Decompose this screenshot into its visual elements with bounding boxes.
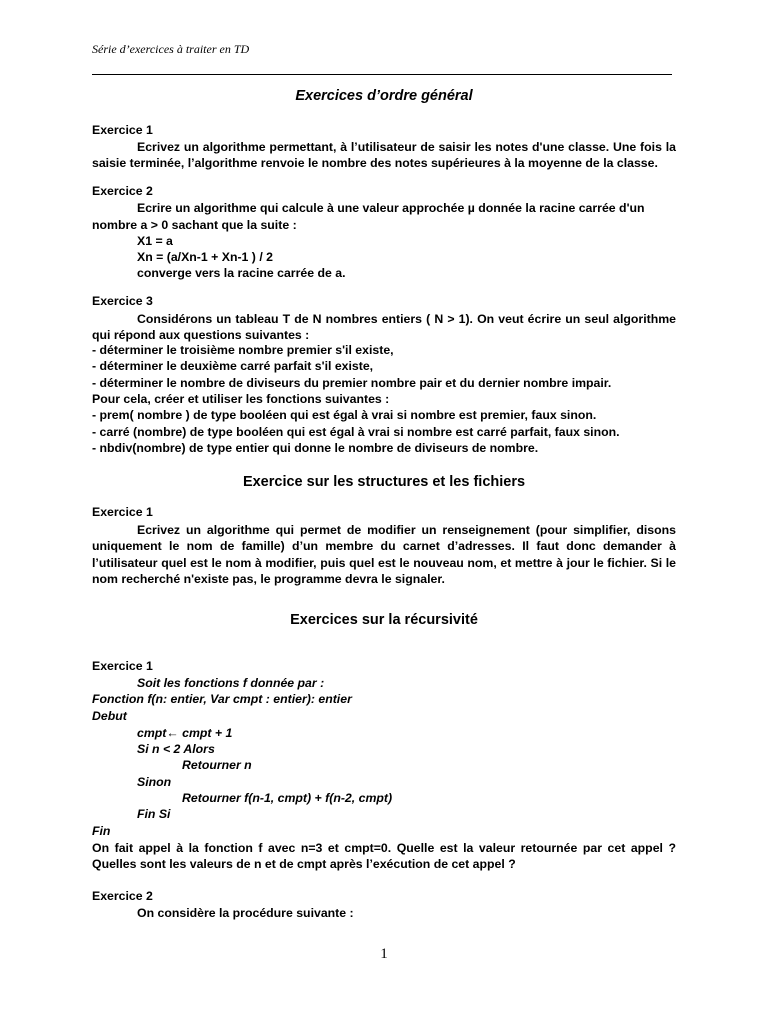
section-title-general: Exercices d’ordre général <box>295 88 473 104</box>
list-item: - nbdiv(nombre) de type entier qui donne le nombre de diviseurs de nombre. <box>92 441 539 455</box>
exercise-text <box>92 522 676 587</box>
exercise-title: Exercice 1 <box>92 123 153 137</box>
code-token: cmpt + 1 <box>178 726 233 740</box>
assignment-arrow-icon: ← <box>166 726 179 740</box>
list-item: - déterminer le deuxième carré parfait s'il existe, <box>92 359 374 373</box>
list-item: - déterminer le nombre de diviseurs du premier nombre pair et du dernier nombre impair. <box>92 376 612 390</box>
code-line: Fin Si <box>137 807 171 821</box>
code-line: Debut <box>92 709 127 723</box>
running-header: Série d’exercices à traiter en TD <box>92 42 250 56</box>
exercise-question: On fait appel à la fonction f avec n=3 et cmpt=0. Quelle est la valeur retournée par cet appel ? Quelles sont les valeurs de n et de cmpt après l’exécution de cet appel ? <box>92 841 676 872</box>
exercise-title: Exercice 2 <box>92 889 153 903</box>
header-rule <box>92 74 672 75</box>
code-line: Soit les fonctions f donnée par : <box>137 676 325 690</box>
code-line: Fonction f(n: entier, Var cmpt : entier): entier <box>92 692 352 706</box>
exercise-title: Exercice 3 <box>92 294 153 308</box>
exercise-text <box>92 139 676 172</box>
code-line: Fin <box>92 824 111 838</box>
exercise-text-line: Ecrire un algorithme qui calcule à une valeur approchée µ donnée la racine carrée d'un <box>137 201 645 215</box>
list-item: - déterminer le troisième nombre premier s'il existe, <box>92 343 394 357</box>
code-token: cmpt <box>137 726 167 740</box>
exercise-text <box>92 311 676 344</box>
list-item: - carré (nombre) de type booléen qui est égal à vrai si nombre est carré parfait, faux sinon. <box>92 425 620 439</box>
list-item: - prem( nombre ) de type booléen qui est égal à vrai si nombre est premier, faux sinon. <box>92 408 597 422</box>
exercise-text-line: On considère la procédure suivante : <box>137 906 354 920</box>
exercise-title: Exercice 1 <box>92 659 153 673</box>
structures-exercise-body: Ecrivez un algorithme qui permet de modifier un renseignement (pour simplifier, disons uniquement le nom de famille) d’un membre du carnet d’adresses. Il faut donc demander à l’utilisateur quel est le nom à modifier, puis quel est le nouveau nom, et mettre à jour le fichier. Si le nom recherché n'existe pas, le programme devra le signaler. <box>92 523 676 586</box>
section-title-structures: Exercice sur les structures et les fichiers <box>242 474 526 490</box>
list-item: Pour cela, créer et utiliser les fonctions suivantes : <box>92 392 390 406</box>
code-line: Retourner f(n-1, cmpt) + f(n-2, cmpt) <box>182 791 393 805</box>
code-line: Sinon <box>137 775 172 789</box>
exercise-3-intro: Considérons un tableau T de N nombres entiers ( N > 1). On veut écrire un seul algorithme qui répond aux questions suivantes : <box>92 312 676 343</box>
section-title-recursion: Exercices sur la récursivité <box>290 612 478 628</box>
exercise-title: Exercice 2 <box>92 184 153 198</box>
code-line <box>137 726 232 740</box>
code-line: Si n < 2 Alors <box>137 742 215 756</box>
exercise-text-line: nombre a > 0 sachant que la suite : <box>92 218 297 232</box>
page-number: 1 <box>380 946 388 962</box>
formula-line: Xn = (a/Xn-1 + Xn-1 ) / 2 <box>137 250 273 264</box>
code-line: Retourner n <box>182 758 252 772</box>
formula-line: X1 = a <box>137 234 173 248</box>
exercise-title: Exercice 1 <box>92 505 153 519</box>
exercise-1-body: Ecrivez un algorithme permettant, à l’utilisateur de saisir les notes d'une classe. Une fois la saisie terminée, l’algorithme renvoie le nombre des notes supérieures à la moyenne de la classe. <box>92 140 676 171</box>
exercise-text-line: converge vers la racine carrée de a. <box>137 266 346 280</box>
